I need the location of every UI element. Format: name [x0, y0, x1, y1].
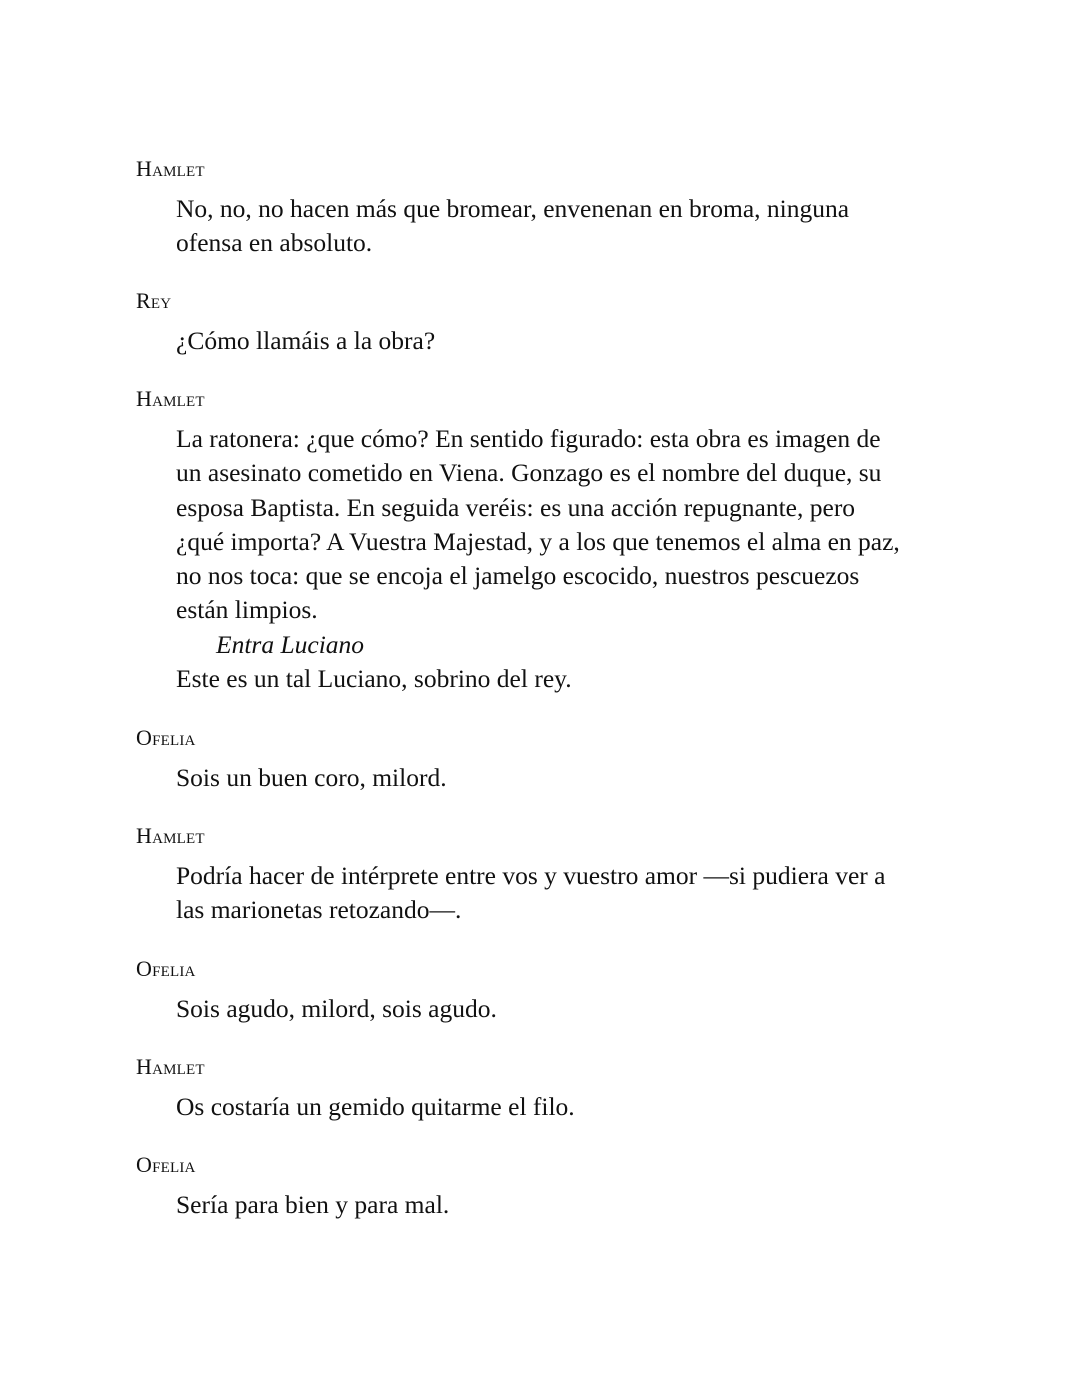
- dialogue-block: [136, 1152, 943, 1222]
- dialogue-line: están limpios.: [176, 595, 318, 625]
- dialogue-block: [136, 386, 943, 696]
- speaker-name: Hamlet: [136, 386, 205, 411]
- dialogue-block: [136, 156, 943, 261]
- dialogue-line: Os costaría un gemido quitarme el filo.: [176, 1092, 575, 1121]
- stage-direction: Entra Luciano: [216, 629, 365, 659]
- speaker-name: Ofelia: [136, 725, 196, 750]
- dialogue-line: ¿Cómo llamáis a la obra?: [176, 326, 436, 355]
- dialogue-line: ofensa en absoluto.: [176, 228, 373, 258]
- dialogue-line: No, no, no hacen más que bromear, envenenan en broma, ninguna: [176, 194, 850, 223]
- dialogue-line: Podría hacer de intérprete entre vos y vuestro amor —si pudiera ver a: [176, 861, 886, 890]
- dialogue-block: [136, 956, 943, 1026]
- speaker-name: Hamlet: [136, 156, 205, 181]
- dialogue-line: Sois un buen coro, milord.: [176, 763, 447, 792]
- speaker-name: Hamlet: [136, 1054, 205, 1079]
- dialogue-line: Sería para bien y para mal.: [176, 1190, 450, 1219]
- speaker-name: Hamlet: [136, 823, 205, 848]
- speaker-name: Ofelia: [136, 1152, 196, 1177]
- dialogue-line: Este es un tal Luciano, sobrino del rey.: [176, 664, 572, 694]
- dialogue-line: las marionetas retozando—.: [176, 895, 462, 925]
- dialogue-block: [136, 288, 943, 358]
- dialogue-line: ¿qué importa? A Vuestra Majestad, y a los que tenemos el alma en paz,: [176, 526, 900, 556]
- speaker-name: Ofelia: [136, 956, 196, 981]
- dialogue-line: La ratonera: ¿que cómo? En sentido figurado: esta obra es imagen de: [176, 424, 881, 453]
- dialogue-line: esposa Baptista. En seguida veréis: es una acción repugnante, pero: [176, 492, 856, 522]
- dialogue-block: [136, 725, 943, 795]
- dialogue-line: no nos toca: que se encoja el jamelgo escocido, nuestros pescuezos: [176, 561, 860, 591]
- dialogue-block: [136, 823, 943, 928]
- dialogue-line: Sois agudo, milord, sois agudo.: [176, 994, 497, 1023]
- dialogue-line: un asesinato cometido en Viena. Gonzago es el nombre del duque, su: [176, 458, 882, 488]
- speaker-name: Rey: [136, 288, 172, 313]
- dialogue-block: [136, 1054, 943, 1124]
